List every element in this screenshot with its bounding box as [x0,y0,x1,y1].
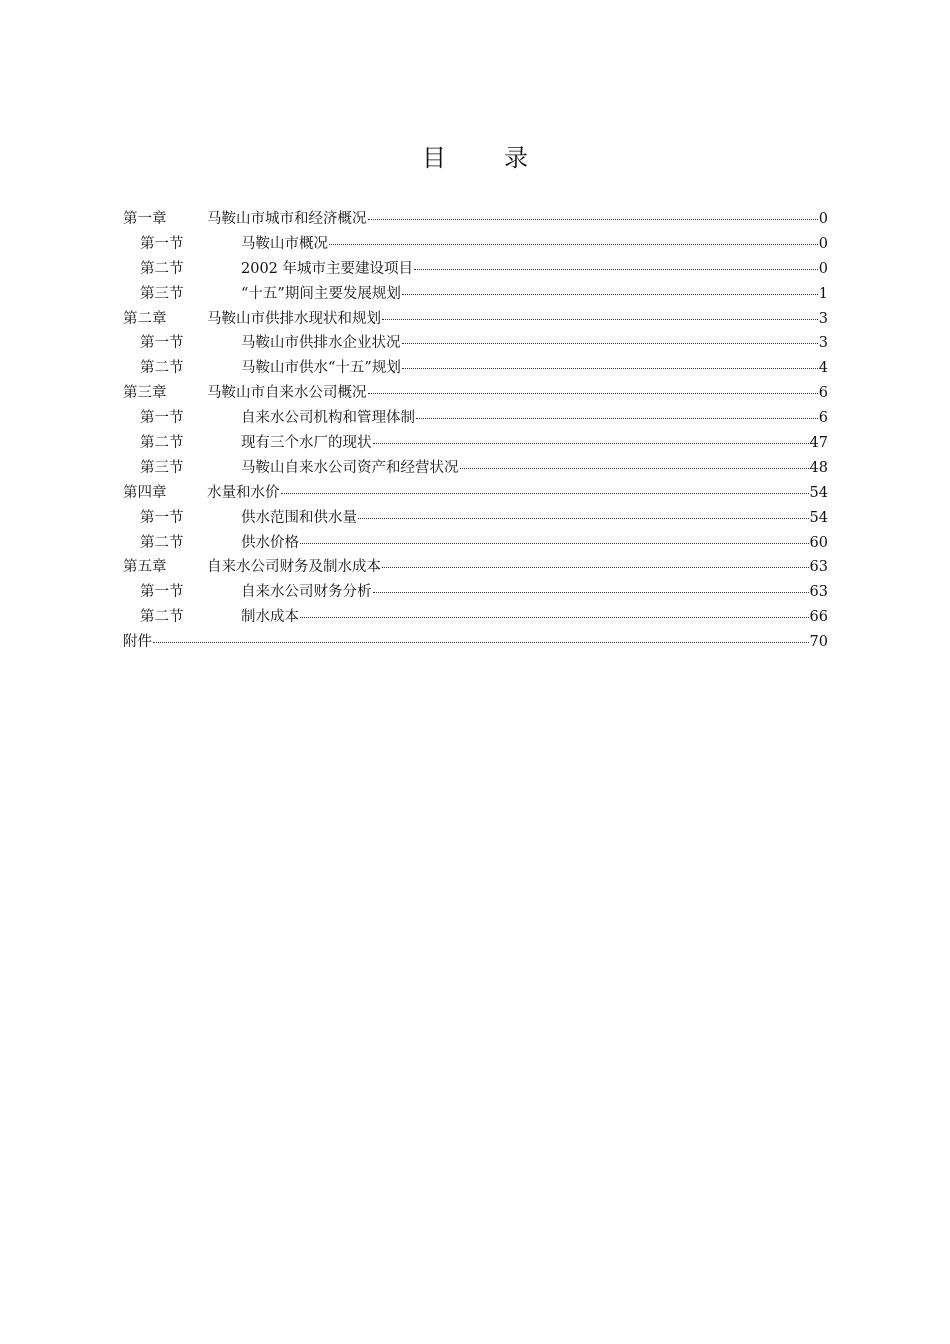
toc-section-entry[interactable] [123,406,828,431]
toc-section-entry[interactable] [123,232,828,257]
toc-entry-title: “十五”期间主要发展规划 [241,285,401,302]
toc-entry-number: 第二节 [140,435,184,452]
toc-chapter-entry[interactable] [123,207,828,232]
toc-entry-number: 第一节 [140,509,184,526]
toc-entry-title: 马鞍山自来水公司资产和经营状况 [241,459,459,476]
toc-section-entry[interactable] [123,456,828,481]
toc-dot-leader [368,209,818,220]
toc-entry-title: 制水成本 [241,609,299,626]
toc-page-number: 54 [809,484,828,501]
toc-entry-number: 第三节 [140,459,184,476]
toc-dot-leader [153,632,809,643]
toc-entry-number: 第四章 [123,484,167,501]
toc-entry-number: 第二章 [123,310,167,327]
toc-entry-title: 附件 [123,634,152,651]
toc-dot-leader [416,408,818,419]
toc-page-number: 63 [809,559,828,576]
toc-entry-title: 自来水公司财务分析 [241,584,372,601]
toc-entry-number: 第二节 [140,609,184,626]
toc-entry-number: 第二节 [140,534,184,551]
toc-chapter-entry[interactable] [123,381,828,406]
toc-page-number: 0 [818,235,828,252]
toc-entry-title: 水量和水价 [207,484,280,501]
title-char-2: 录 [504,144,528,172]
toc-dot-leader [402,284,818,295]
toc-page-number: 48 [809,459,828,476]
page-title [0,142,950,174]
toc-page-number: 3 [818,335,828,352]
toc-dot-leader [281,483,809,494]
toc-dot-leader [402,358,818,369]
toc-section-entry[interactable] [123,282,828,307]
toc-section-entry[interactable] [123,257,828,282]
toc-page-number: 3 [818,310,828,327]
toc-entry-title: 马鞍山市供水“十五”规划 [241,360,401,377]
toc-appendix-entry[interactable] [123,630,828,655]
toc-section-entry[interactable] [123,531,828,556]
toc-page-number: 54 [809,509,828,526]
toc-entry-number: 第二节 [140,360,184,377]
toc-section-entry[interactable] [123,506,828,531]
toc-dot-leader [414,259,818,270]
toc-dot-leader [373,582,809,593]
toc-dot-leader [382,557,809,568]
toc-dot-leader [329,234,818,245]
toc-entry-title: 供水价格 [241,534,299,551]
toc-dot-leader [300,607,809,618]
toc-page-number: 6 [818,410,828,427]
toc-section-entry[interactable] [123,356,828,381]
toc-chapter-entry[interactable] [123,481,828,506]
toc-entry-title: 马鞍山市供排水企业状况 [241,335,401,352]
toc-entry-number: 第一节 [140,410,184,427]
toc-entry-title: 2002 年城市主要建设项目 [241,260,414,277]
toc-chapter-entry[interactable] [123,307,828,332]
toc-section-entry[interactable] [123,580,828,605]
toc-page-number: 4 [818,360,828,377]
toc-dot-leader [460,458,809,469]
toc-page-number: 1 [818,285,828,302]
toc-entry-number: 第二节 [140,260,184,277]
toc-entry-title: 自来水公司机构和管理体制 [241,410,415,427]
toc-section-entry[interactable] [123,331,828,356]
toc-entry-number: 第一节 [140,335,184,352]
toc-dot-leader [358,508,809,519]
table-of-contents [123,207,828,655]
toc-entry-number: 第一节 [140,584,184,601]
toc-entry-title: 自来水公司财务及制水成本 [207,559,381,576]
toc-page-number: 60 [809,534,828,551]
toc-dot-leader [368,383,818,394]
toc-entry-number: 第三节 [140,285,184,302]
toc-entry-title: 马鞍山市城市和经济概况 [207,211,367,227]
toc-page-number: 63 [809,584,828,601]
toc-dot-leader [402,333,818,344]
toc-page-number: 0 [818,211,828,227]
title-char-1: 目 [422,144,446,172]
toc-dot-leader [300,533,809,544]
toc-entry-title: 现有三个水厂的现状 [241,435,372,452]
toc-section-entry[interactable] [123,605,828,630]
toc-page-number: 0 [818,260,828,277]
toc-dot-leader [373,433,809,444]
toc-dot-leader [382,309,818,320]
toc-page-number: 70 [809,634,828,651]
toc-entry-title: 马鞍山市供排水现状和规划 [207,310,381,327]
toc-page-number: 66 [809,609,828,626]
toc-entry-title: 马鞍山市自来水公司概况 [207,385,367,402]
toc-entry-number: 第一章 [123,211,167,227]
toc-entry-number: 第五章 [123,559,167,576]
toc-chapter-entry[interactable] [123,555,828,580]
toc-page-number: 6 [818,385,828,402]
toc-section-entry[interactable] [123,431,828,456]
toc-entry-number: 第三章 [123,385,167,402]
toc-entry-title: 马鞍山市概况 [241,235,328,252]
toc-page-number: 47 [809,435,828,452]
toc-entry-number: 第一节 [140,235,184,252]
toc-entry-title: 供水范围和供水量 [241,509,357,526]
